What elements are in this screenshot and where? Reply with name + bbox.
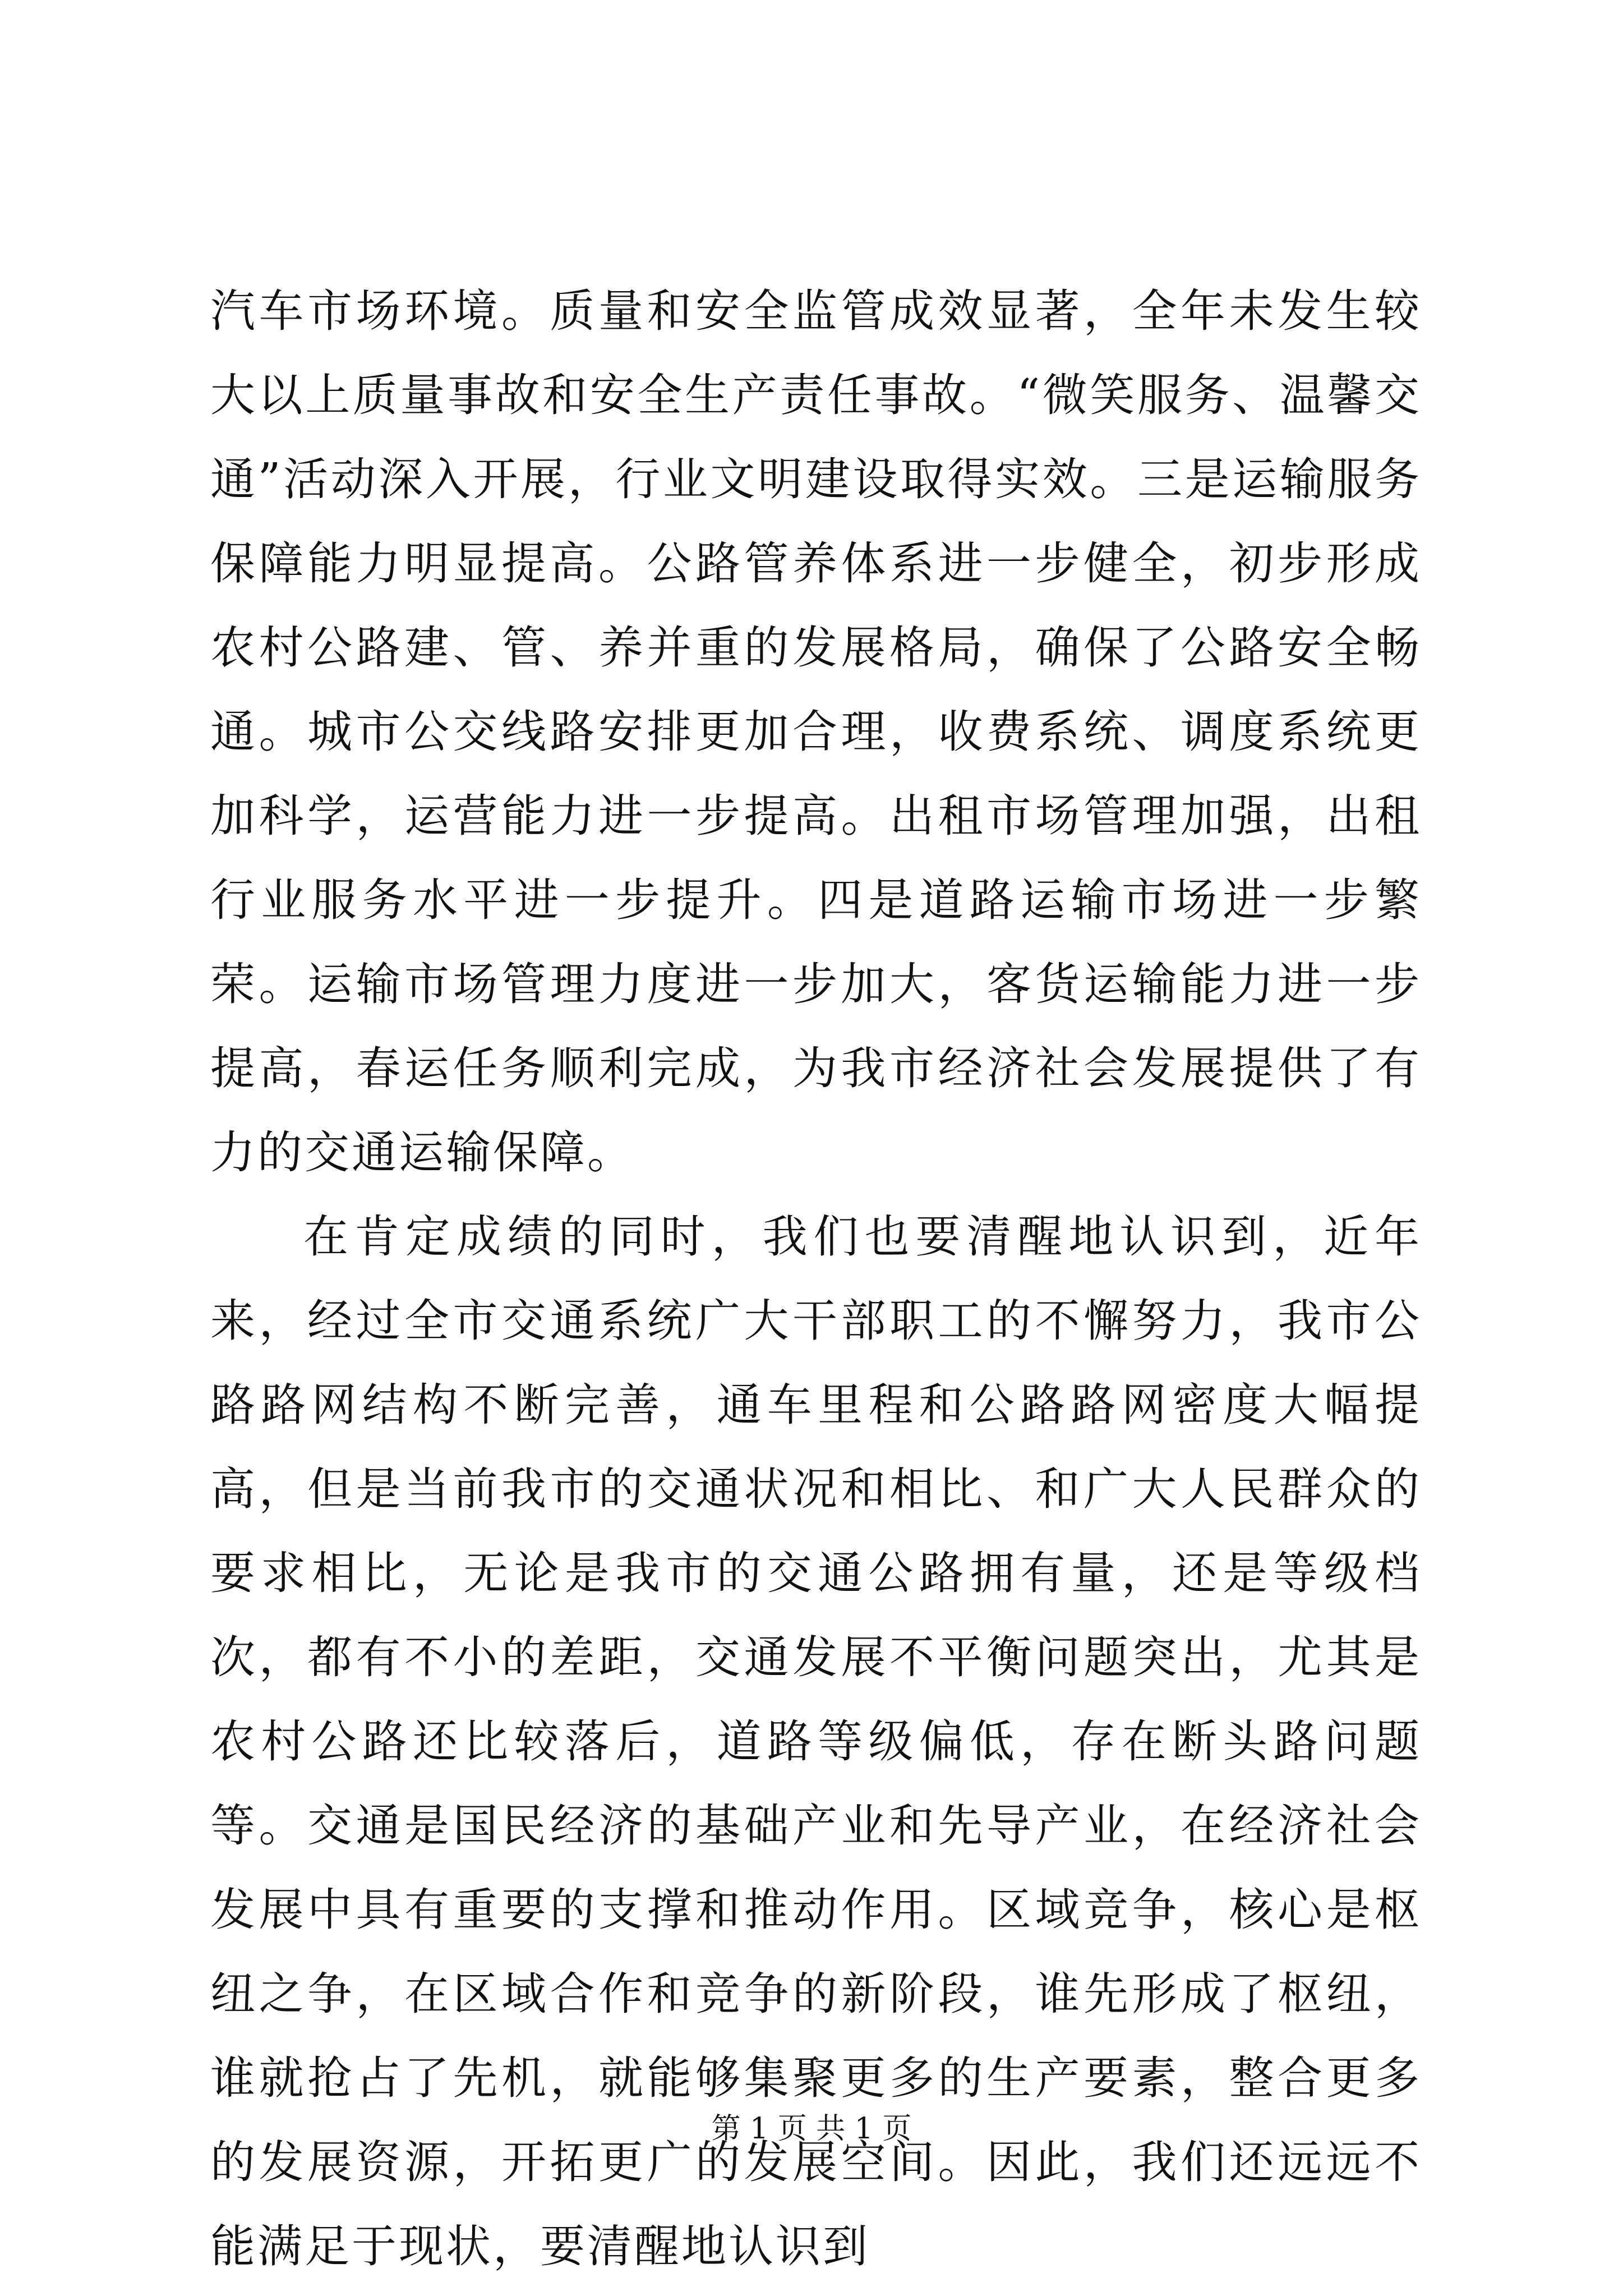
- document-body: [210, 269, 1422, 2289]
- paragraph-continued: 汽车市场环境。质量和安全监管成效显著，全年未发生较大以上质量事故和安全生产责任事故。“微笑服务、温馨交通”活动深入开展，行业文明建设取得实效。三是运输服务保障能力明显提高。公路管养体系进一步健全，初步形成农村公路建、管、养并重的发展格局，确保了公路安全畅通。城市公交线路安排更加合理，收费系统、调度系统更加科学，运营能力进一步提高。出租市场管理加强，出租行业服务水平进一步提升。四是道路运输市场进一步繁荣。运输市场管理力度进一步加大，客货运输能力进一步提高，春运任务顺利完成，为我市经济社会发展提供了有力的交通运输保障。: [210, 285, 1422, 1179]
- paragraph: 在肯定成绩的同时，我们也要清醒地认识到，近年来，经过全市交通系统广大干部职工的不懈努力，我市公路路网结构不断完善，通车里程和公路路网密度大幅提高，但是当前我市的交通状况和相比、和广大人民群众的要求相比，无论是我市的交通公路拥有量，还是等级档次，都有不小的差距，交通发展不平衡问题突出，尤其是农村公路还比较落后，道路等级偏低，存在断头路问题等。交通是国民经济的基础产业和先导产业，在经济社会发展中具有重要的支撑和推动作用。区域竞争，核心是枢纽之争，在区域合作和竞争的新阶段，谁先形成了枢纽，谁就抢占了先机，就能够集聚更多的生产要素，整合更多的发展资源，开拓更广的发展空间。因此，我们还远远不能满足于现状，要清醒地认识到: [210, 1211, 1422, 2272]
- page-footer: 第 1 页 共 1 页: [711, 2112, 912, 2146]
